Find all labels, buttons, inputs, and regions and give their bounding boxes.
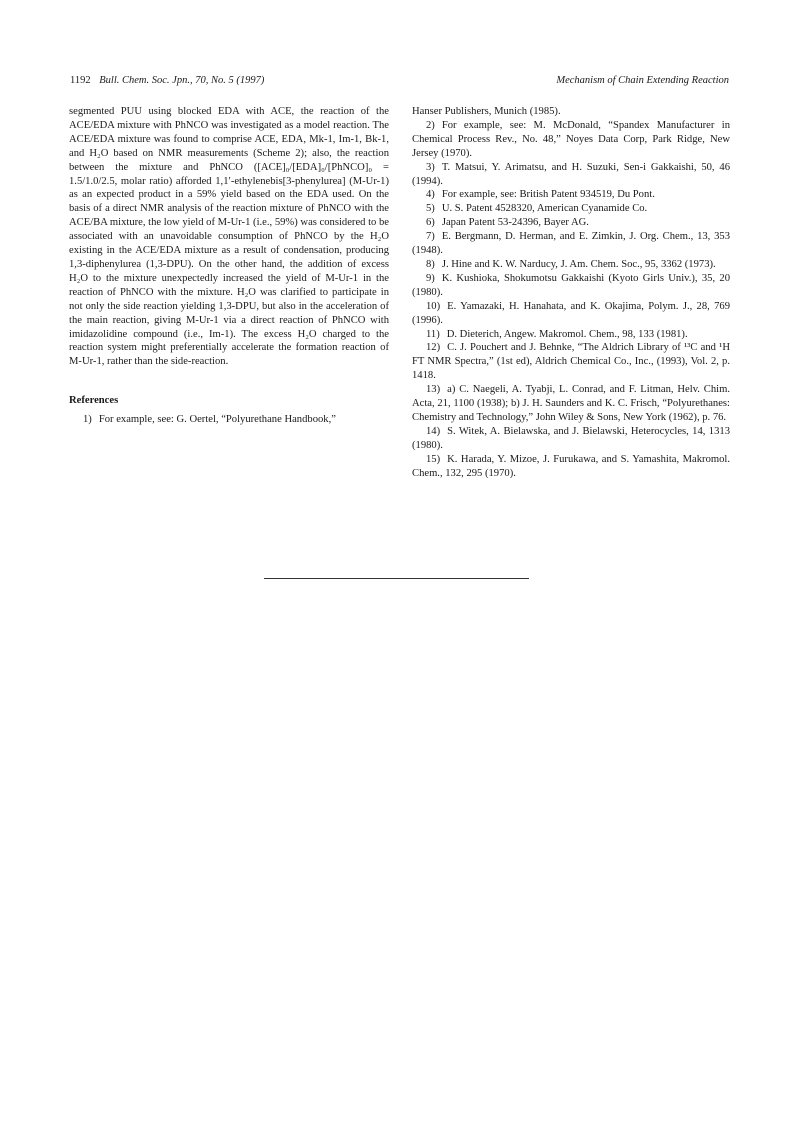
reference-item [412, 216, 730, 230]
reference-number: 8) [426, 258, 435, 270]
reference-item [412, 161, 730, 189]
reference-text: J. Hine and K. W. Narducy, J. Am. Chem. Soc., 95, 3362 (1973). [441, 258, 716, 270]
page-number: 1192 [70, 75, 91, 86]
reference-text: C. J. Pouchert and J. Behnke, “The Aldrich Library of ¹³C and ¹H FT NMR Spectra,” (1st ed), Aldrich Chemical Co., Inc., (1993), Vol. 2, p. 1418. [412, 342, 730, 382]
reference-text: For example, see: M. McDonald, “Spandex Manufacturer in Chemical Process Rev., No. 48,” Noyes Data Corp, Park Ridge, New Jersey (1970). [412, 119, 730, 159]
reference-item [412, 258, 730, 272]
reference-item [412, 328, 730, 342]
reference-continuation: Hanser Publishers, Munich (1985). [412, 106, 561, 117]
reference-text: U. S. Patent 4528320, American Cyanamide Co. [441, 203, 648, 215]
end-rule [264, 578, 529, 579]
reference-number: 12) [426, 342, 441, 354]
reference-item [412, 272, 730, 300]
reference-number: 4) [426, 189, 435, 201]
reference-text: S. Witek, A. Bielawska, and J. Bielawski, Heterocycles, 14, 1313 (1980). [412, 425, 730, 451]
reference-item [69, 413, 389, 427]
reference-text: E. Bergmann, D. Herman, and E. Zimkin, J. Org. Chem., 13, 353 (1948). [412, 231, 730, 257]
reference-text: K. Harada, Y. Mizoe, J. Furukawa, and S. Yamashita, Makromol. Chem., 132, 295 (1970). [412, 453, 730, 479]
right-column [412, 105, 730, 480]
reference-number: 11) [426, 328, 440, 340]
reference-number: 2) [426, 119, 435, 131]
reference-text: a) C. Naegeli, A. Tyabji, L. Conrad, and F. Litman, Helv. Chim. Acta, 21, 1100 (1938); b) J. H. Saunders and K. C. Frisch, “Polyurethanes: Chemistry and Technology,” John Wiley & Sons, New York (1962), p. 76. [412, 384, 730, 423]
reference-number: 9) [426, 272, 435, 284]
reference-text: E. Yamazaki, H. Hanahata, and K. Okajima, Polym. J., 28, 769 (1996). [412, 300, 730, 326]
reference-item [412, 453, 730, 481]
header-left [70, 75, 264, 86]
reference-item [412, 341, 730, 383]
reference-number: 15) [426, 453, 441, 465]
running-header [70, 75, 729, 91]
reference-number: 6) [426, 217, 435, 229]
references-list-left [69, 413, 389, 427]
reference-text: Japan Patent 53-24396, Bayer AG. [441, 217, 589, 229]
reference-text: For example, see: British Patent 934519, Du Pont. [441, 189, 655, 201]
references-heading: References [69, 395, 119, 407]
reference-item [412, 300, 730, 328]
reference-number: 14) [426, 425, 441, 437]
left-column [69, 105, 389, 427]
reference-number: 3) [426, 161, 435, 173]
reference-number: 7) [426, 231, 435, 243]
running-title: Mechanism of Chain Extending Reaction [556, 75, 729, 86]
reference-text: D. Dieterich, Angew. Makromol. Chem., 98, 133 (1981). [446, 328, 688, 340]
journal-citation: Bull. Chem. Soc. Jpn., 70, No. 5 (1997) [99, 75, 265, 86]
reference-item [412, 119, 730, 161]
reference-text: For example, see: G. Oertel, “Polyurethane Handbook,” [98, 414, 336, 426]
body-paragraph: segmented PUU using blocked EDA with ACE, the reaction of the ACE/EDA mixture with PhNCO was investigated as a model reaction. The ACE/EDA mixture was found to comprise ACE, EDA, Mk-1, Im-1, Bk-1, and H₂O based on NMR measurements (Scheme 2); also, the reaction between the mixture and PhNCO ([ACE]₀/[EDA]₀/[PhNCO]₀ = 1.5/1.0/2.5, molar ratio) afforded 1,1′-ethylenebis[3-phenylurea] (M-Ur-1) as an expected product in a 59% yield based on the EDA used. On the basis of a direct NMR analysis of the reaction mixture of PhNCO with the ACE/BA mixture, the low yield of M-Ur-1 (i.e., 59%) was considered to be associated with an unavoidable consumption of PhNCO by the H₂O existing in the ACE/EDA mixture as a result of condensation, producing 1,3-diphenylurea (1,3-DPU). On the other hand, the addition of excess H₂O to the mixture unexpectedly increased the yield of M-Ur-1 in the reaction of PhNCO with the mixture. H₂O was clarified to participate in not only the side reaction yielding 1,3-DPU, but also in the acceleration of the main reaction, giving M-Ur-1 via a direct reaction of PhNCO with imidazolidine compound (i.e., Im-1). The excess H₂O charged to the reaction system might preferentially accelerate the formation reaction of M-Ur-1, rather than the side-reaction. [69, 106, 389, 368]
reference-number: 13) [426, 384, 441, 396]
references-list-right [412, 119, 730, 481]
reference-number: 1) [83, 414, 92, 426]
reference-item [412, 425, 730, 453]
reference-item [412, 230, 730, 258]
reference-text: K. Kushioka, Shokumotsu Gakkaishi (Kyoto Girls Univ.), 35, 20 (1980). [412, 272, 730, 298]
reference-number: 5) [426, 203, 435, 215]
reference-text: T. Matsui, Y. Arimatsu, and H. Suzuki, Sen-i Gakkaishi, 50, 46 (1994). [412, 161, 730, 187]
reference-item [412, 383, 730, 425]
reference-item [412, 188, 730, 202]
reference-number: 10) [426, 300, 441, 312]
reference-item [412, 202, 730, 216]
